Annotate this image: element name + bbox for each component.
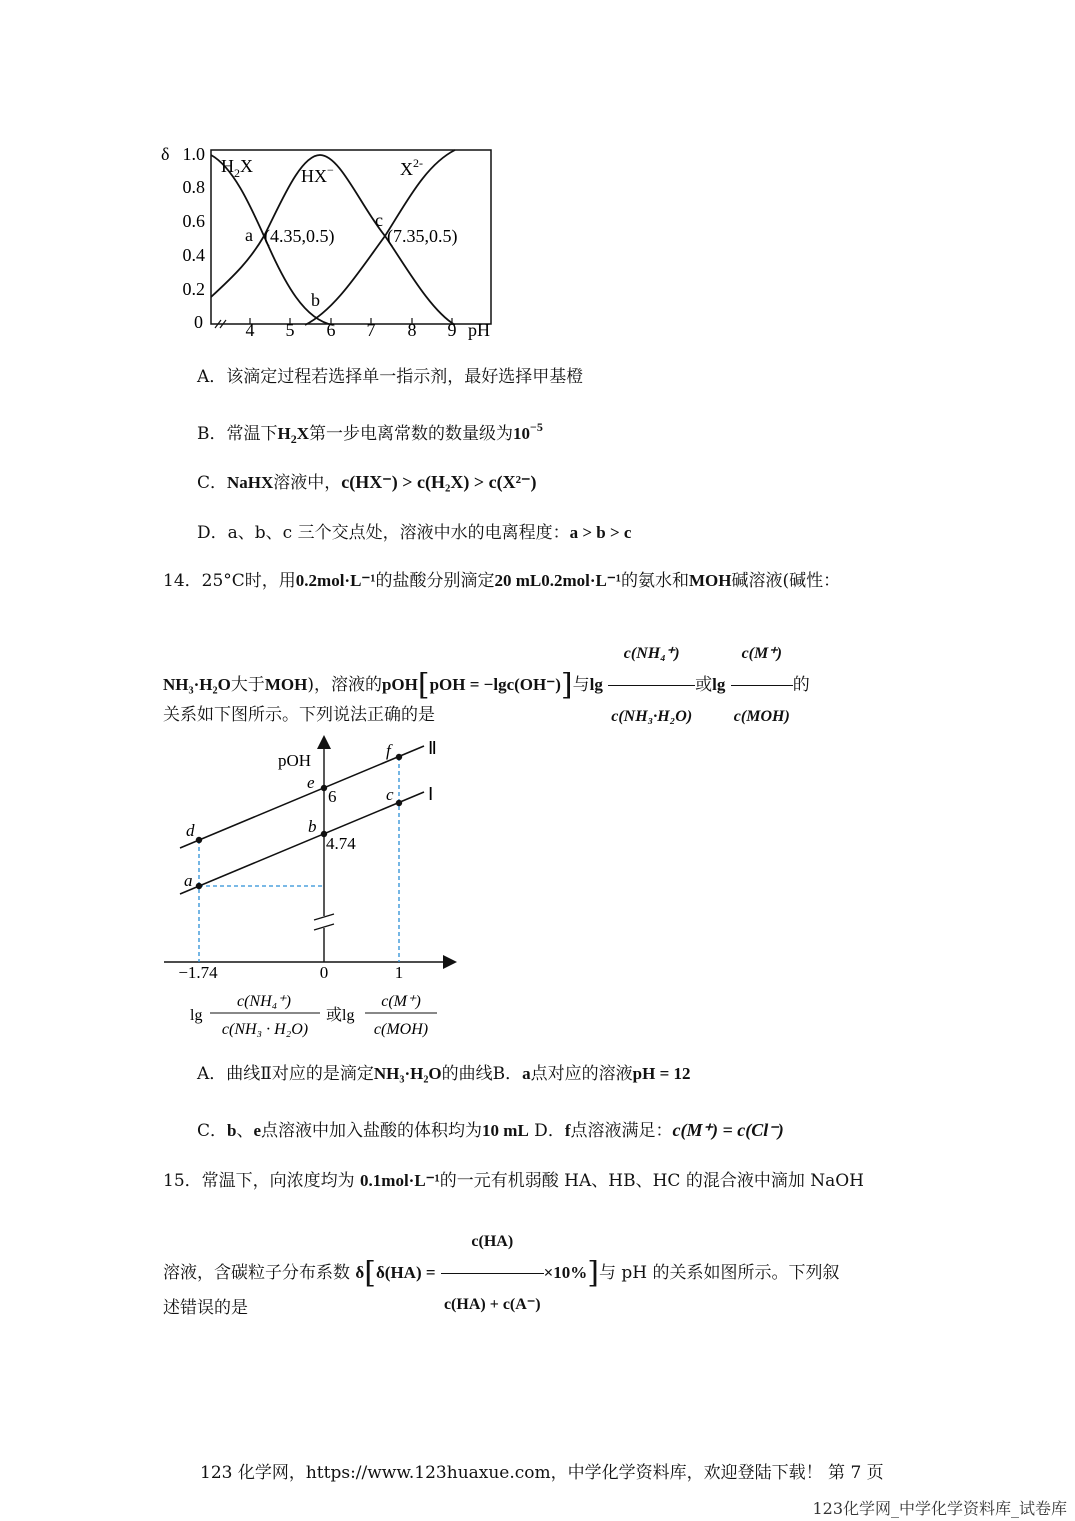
svg-text:或lg: 或lg [326, 1007, 355, 1024]
x-axis-label [190, 993, 437, 1038]
point-c-dot [396, 800, 402, 806]
point-d-dot [196, 837, 202, 843]
page-footer: 123 化学网，https://www.123huaxue.com，中学化学资料库，欢迎登陆下载！ 第 7 页 [200, 1463, 884, 1483]
q15-line1: 15．常温下，向浓度均为 0.1mol·L⁻¹的一元有机弱酸 HA、HB、HC 的混合液中滴加 NaOH [163, 1171, 865, 1191]
point-e-dot [321, 785, 327, 791]
point-b: b [308, 817, 317, 836]
point-b: b [311, 290, 320, 310]
line-I-label: Ⅰ [428, 784, 434, 804]
point-c: c [386, 785, 394, 804]
x-tick: 1 [394, 963, 404, 982]
point-a: a [184, 871, 193, 890]
point-e: e [307, 773, 315, 792]
label-hx: HX− [301, 163, 334, 186]
point-c: c [375, 210, 383, 230]
svg-text:c(NH₄⁺): c(NH₄⁺) [237, 993, 291, 1010]
y-axis-label: pOH [278, 751, 312, 770]
q15-line3: 述错误的是 [163, 1298, 248, 1318]
fraction-delta: $\frac{c(HA)}{c(HA) + c(A^-)}$ [441, 1212, 544, 1335]
q14-line3: 关系如下图所示。下列说法正确的是 [163, 705, 435, 725]
svg-text:c(MOH): c(MOH) [373, 1021, 429, 1038]
q13-option-c: C．NaHX溶液中，c(HX⁻) > c(H₂X) > c(X²⁻) [197, 472, 537, 493]
label-x2: $X^{2-}$ [400, 156, 423, 179]
value-6: 6 [328, 787, 337, 806]
point-a-dot [196, 883, 202, 889]
y-tick: 0.4 [182, 245, 205, 265]
y-tick: 0.6 [182, 211, 205, 231]
q15-line2: 溶液，含碳粒子分布系数 δ[δ(HA) = $\frac{c(HA)}{c(HA) + c(A^-)}$ ×10%]与 pH 的关系如图所示。下列叙 [163, 1212, 840, 1272]
q14-line1: 14．25°C时，用0.2mol·L⁻¹的盐酸分别滴定20 mL0.2mol·L⁻¹的氨水和MOH碱溶液(碱性： [163, 571, 841, 591]
annotation-c: (7.35,0.5) [387, 226, 458, 246]
fraction-nh4: $\frac{\text{c(NH₄⁺)}}{\text{c(NH₃·H₂O)}}$ [608, 624, 695, 747]
q14-option-cd: C．b、e点溶液中加入盐酸的体积均为10 mL D．f点溶液满足：c(M⁺) = c(Cl⁻) [197, 1120, 784, 1141]
line-I [180, 792, 424, 894]
q13-option-d: D．a、b、c 三个交点处，溶液中水的电离程度：a > b > c [197, 523, 632, 543]
x-tick: −1.74 [178, 963, 218, 982]
x-tick: 7 [366, 320, 376, 340]
label-h2x: $H_2X$ [221, 156, 253, 180]
q14-line2: NH₃·H₂O大于MOH)，溶液的pOH[pOH = −lgc(OH⁻)]与lg $\frac{\text{c(NH₄⁺)}}{\text{c(NH₃·H₂O)}}$ 或lg $\frac{c(M^+)}{\text{c(MOH)}}$ 的 [163, 624, 810, 684]
y-tick: 1.0 [182, 144, 205, 164]
value-474: 4.74 [326, 834, 356, 853]
x-axis-label: pH [468, 320, 490, 340]
point-f-dot [396, 754, 402, 760]
annotation-a: (4.35,0.5) [264, 226, 335, 246]
y-tick: 0 [194, 312, 203, 332]
svg-text:c(M⁺): c(M⁺) [381, 993, 421, 1010]
x-tick: 8 [407, 320, 417, 340]
point-d: d [186, 821, 195, 840]
x-tick: 0 [319, 963, 329, 982]
watermark: 123化学网_中学化学资料库_试卷库 [812, 1499, 1067, 1518]
y-axis-symbol: δ [161, 144, 170, 164]
q13-option-a: A．该滴定过程若选择单一指示剂，最好选择甲基橙 [197, 367, 584, 387]
distribution-chart [155, 135, 505, 345]
y-tick: 0.2 [182, 279, 205, 299]
x-tick: 6 [326, 320, 336, 340]
point-f: f [386, 741, 391, 760]
y-tick: 0.8 [182, 177, 205, 197]
fraction-m: $\frac{c(M^+)}{\text{c(MOH)}}$ [731, 624, 793, 747]
q14-option-ab: A．曲线Ⅱ对应的是滴定NH₃·H₂O的曲线B．a点对应的溶液pH = 12 [197, 1064, 691, 1084]
x-tick: 9 [447, 320, 457, 340]
point-a: a [245, 225, 253, 245]
svg-text:c(NH₃ · H₂O): c(NH₃ · H₂O) [221, 1021, 309, 1038]
line-II-label: Ⅱ [428, 738, 437, 758]
x-tick: 5 [285, 320, 295, 340]
x-tick: 4 [245, 320, 255, 340]
poh-chart [160, 732, 460, 1048]
svg-text:lg: lg [190, 1007, 203, 1024]
q13-option-b: B．常温下$H_2X$第一步电离常数的数量级为$10^{-5}$ [197, 420, 543, 446]
